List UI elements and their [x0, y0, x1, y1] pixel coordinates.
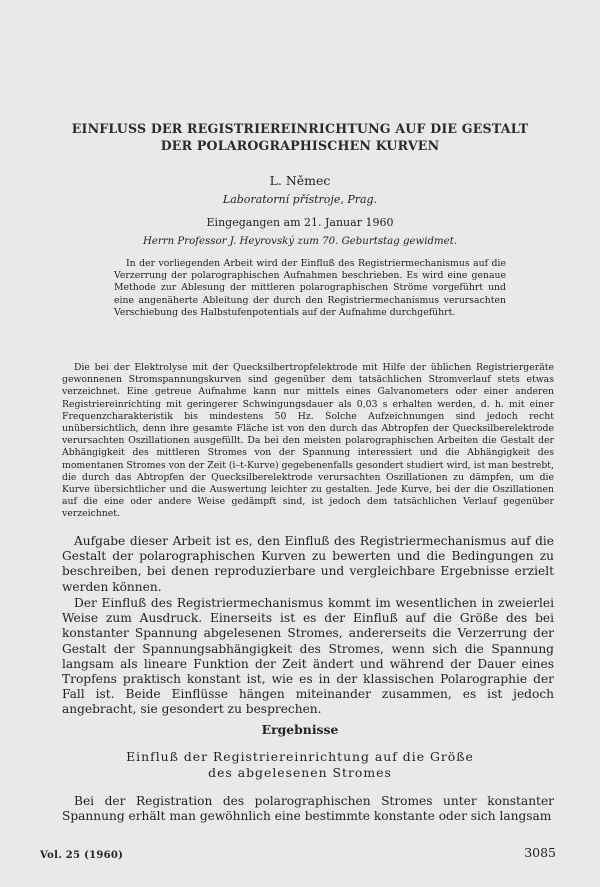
title-line-1: EINFLUSS DER REGISTRIEREINRICHTUNG AUF DIE GESTALT — [71, 121, 529, 136]
author-affiliation: Laboratorní přístroje, Prag. — [222, 193, 378, 206]
author-name: L. Němec — [269, 173, 331, 188]
abstract: In der vorliegenden Arbeit wird der Einfluß des Registriermechanismus auf die Verzerrung der polarographischen Aufnahmen beschrieben. Es wird eine genaue Methode zur Ablesung der mittleren polarographischen Ströme vorgeführt und eine angenäherte Ableitung der durch den Registriermechanismus verursachten Verschiebung des Halbstufenpotentials auf der Aufnahme durchgeführt. — [114, 258, 506, 318]
article-title — [40, 120, 560, 154]
dedication: Herrn Professor J. Heyrovský zum 70. Geburtstag gewidmet. — [142, 236, 458, 247]
body-paragraph-2: Der Einfluß des Registriermechanismus kommt im wesentlichen in zweierlei Weise zum Ausdruck. Einerseits ist es der Einfluß auf die Größe des bei konstanter Spannung abgelesenen Stromes, andererseits die Verzerrung der Gestalt der Spannungsabhängigkeit des Stromes, wenn sich die Spannung langsam als lineare Funktion der Zeit ändert und während der Dauer eines Tropfens praktisch konstant ist, wie es in der klassischen Polarographie der Fall ist. Beide Einflüsse hängen miteinander zusammen, es ist jedoch angebracht, sie gesondert zu besprechen. — [62, 596, 554, 717]
body-paragraph-3: Bei der Registration des polarographischen Stromes unter konstanter Spannung erhält man gewöhnlich eine bestimmte konstante oder sich langsam — [62, 794, 554, 824]
received-date: Eingegangen am 21. Januar 1960 — [206, 216, 394, 229]
intro-paragraph: Die bei der Elektrolyse mit der Quecksilbertropfelektrode mit Hilfe der üblichen Registriergeräte gewonnenen Stromspannungskurven sind gegenüber dem tatsächlichen Stromverlauf stets etwas verzeichnet. Eine getreue Aufnahme kann nur mittels eines Galvanometers oder einer anderen Registriereinrichting mit geringerer Schwingungsdauer als 0,03 s erhalten werden, d. h. mit einer Frequenzcharakteristik bis mindestens 50 Hz. Solche Aufzeichnungen sind jedoch recht unübersichtlich, denn ihre gesamte Fläche ist von den durch das Abtropfen der Quecksilberelektrode verursachten Oszillationen ausgefüllt. Da bei den meisten polarographischen Arbeiten die Gestalt der Abhängigkeit des mittleren Stromes von der Spannung interessiert und die Abhängigkeit des momentanen Stromes von der Zeit (i–t-Kurve) gegebenenfalls gesondert studiert wird, ist man bestrebt, die durch das Abtropfen der Quecksilberelektrode verursachten Oszillationen zu dämpfen, um die Kurve übersichtlicher und die Auswertung leichter zu gestalten. Jede Kurve, bei der die Oszillationen auf die eine oder andere Weise gedämpft sind, ist jedoch dem tatsächlichen Verlauf gegenüber verzeichnet. — [62, 362, 554, 520]
body-paragraph-1: Aufgabe dieser Arbeit ist es, den Einfluß des Registriermechanismus auf die Gestalt der polarographischen Kurven zu bewerten und die Bedingungen zu beschreiben, bei denen reproduzierbare und vergleichbare Ergebnisse erzielt werden können. — [62, 534, 554, 594]
subsection-heading — [0, 749, 600, 780]
subheading-line-2: des abgelesenen Stromes — [208, 764, 392, 780]
subheading-line-1: Einfluß der Registriereinrichtung auf die Größe — [126, 749, 474, 764]
page-number: 3085 — [524, 845, 556, 860]
section-heading: Ergebnisse — [261, 722, 339, 737]
title-line-2: DER POLAROGRAPHISCHEN KURVEN — [160, 138, 440, 153]
volume-info: Vol. 25 (1960) — [40, 850, 124, 861]
